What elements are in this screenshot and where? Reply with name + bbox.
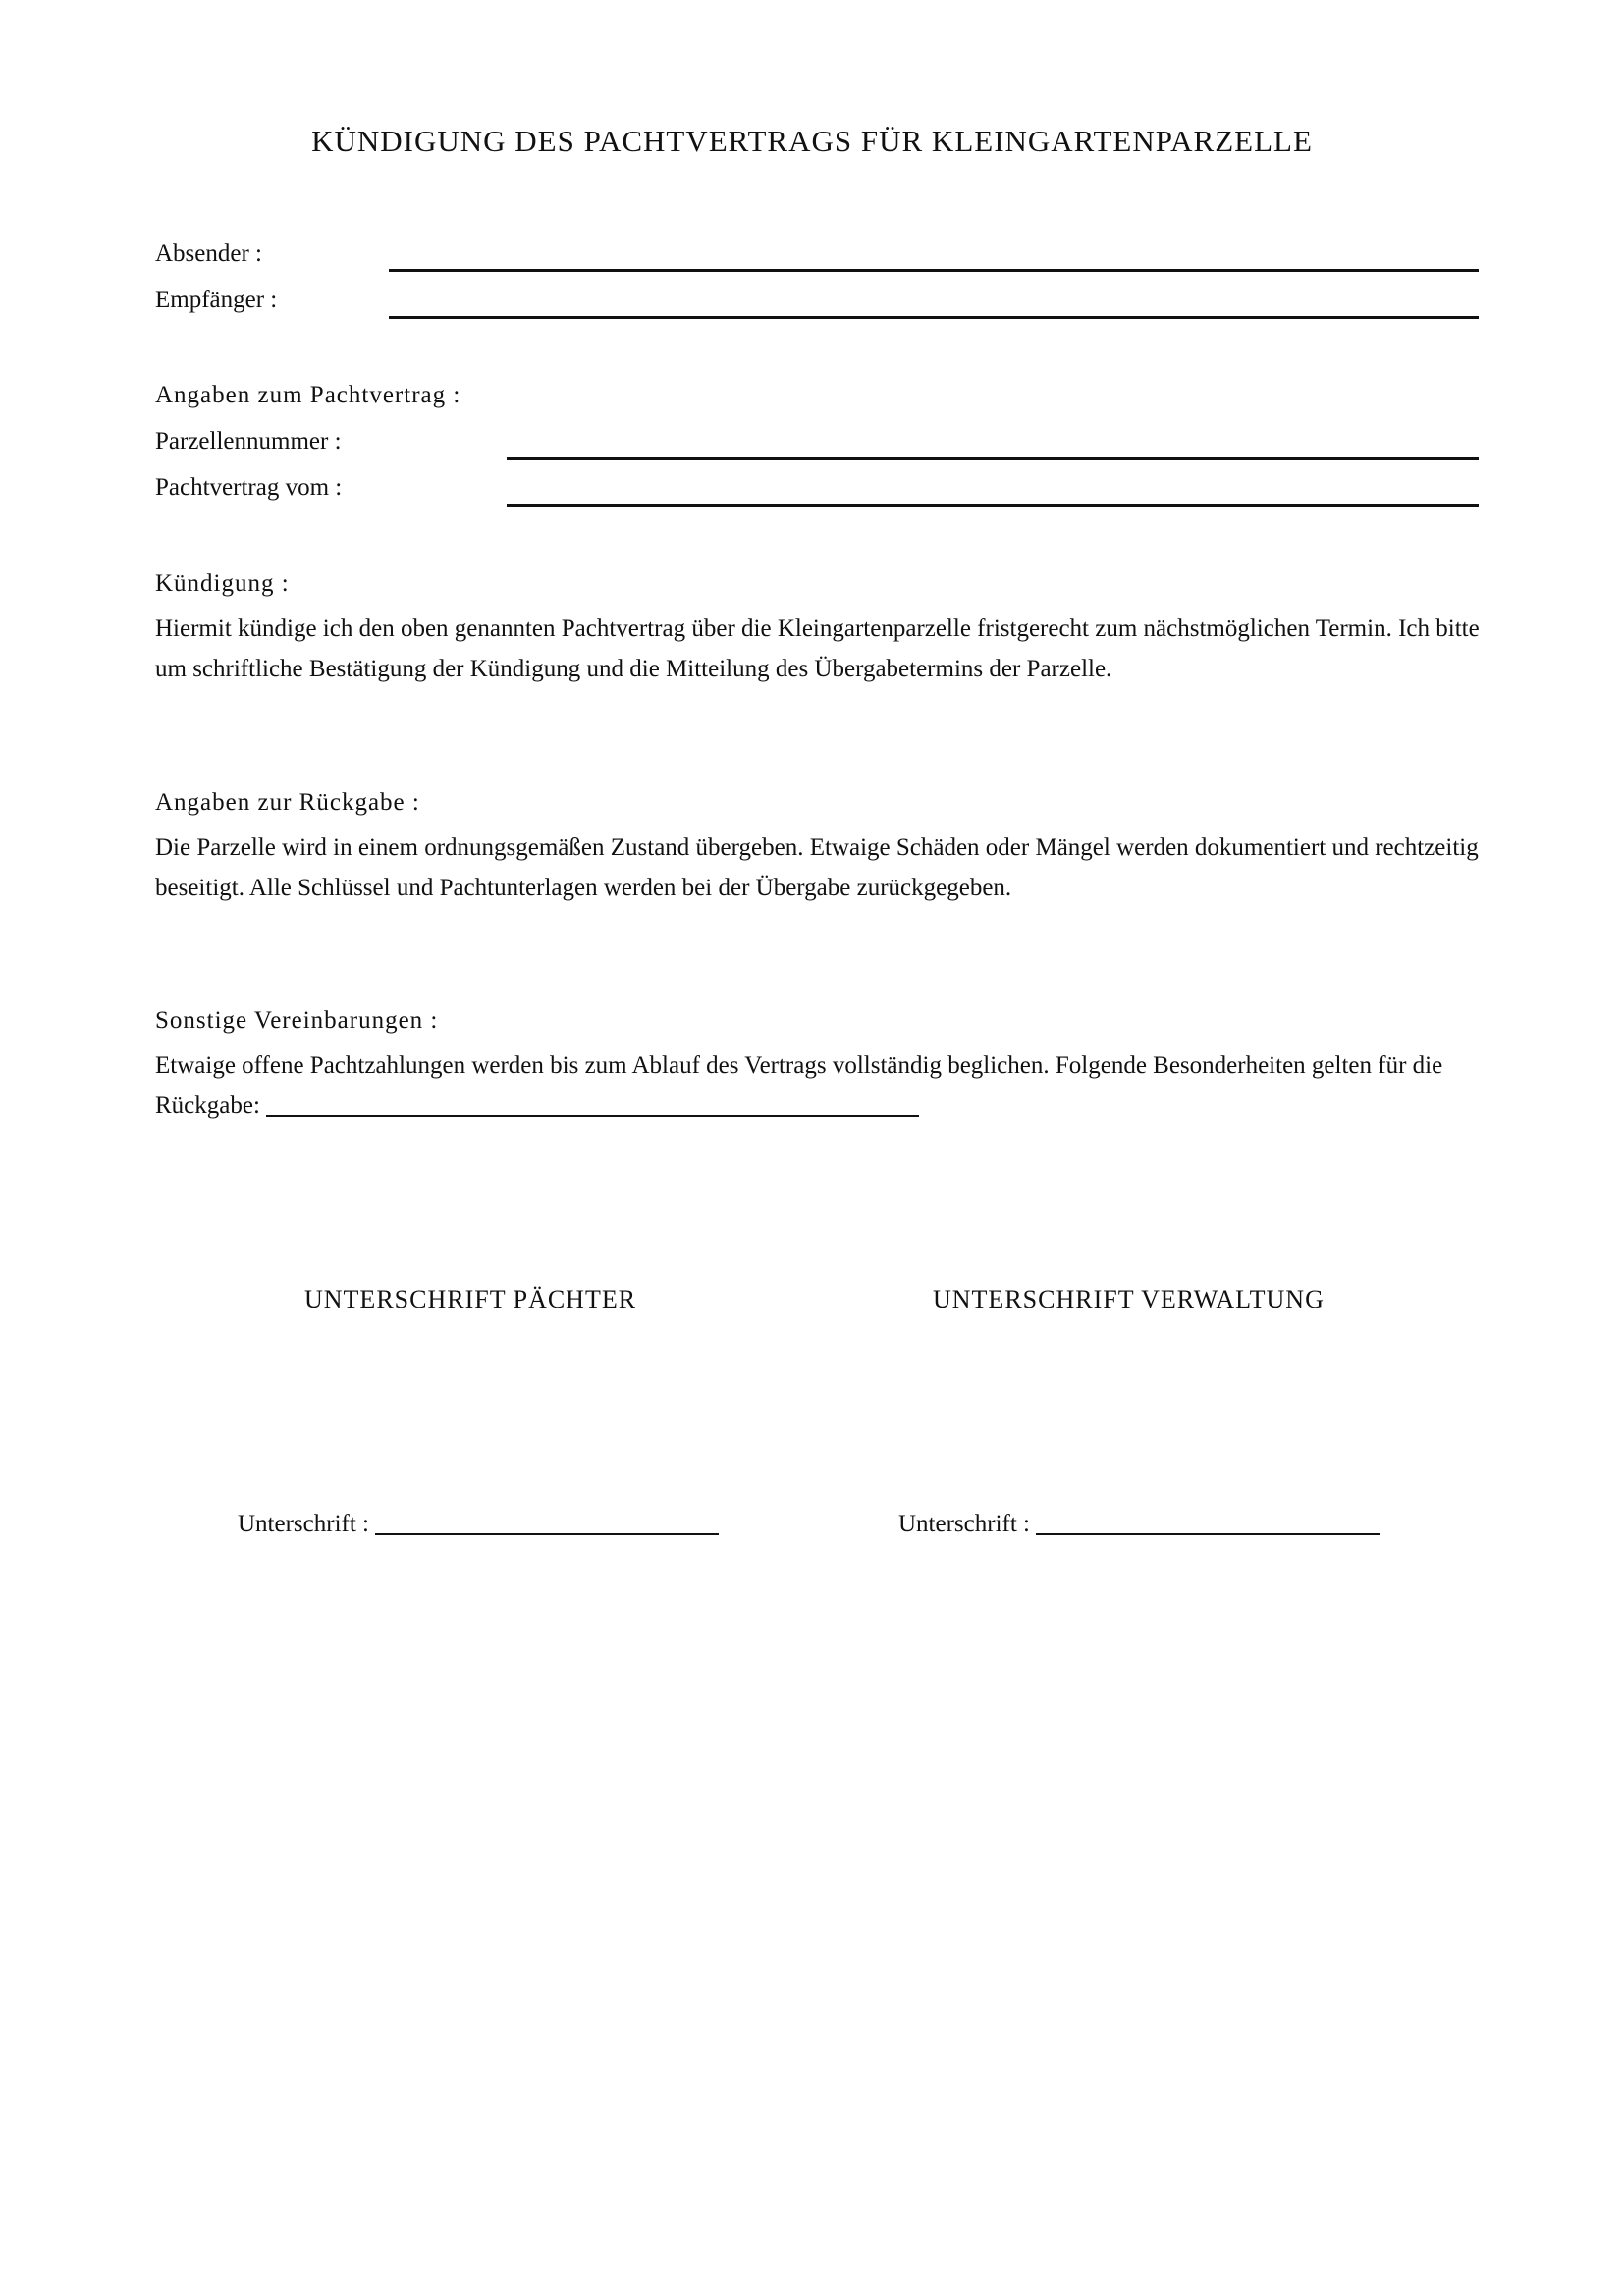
- recipient-label: Empfänger :: [155, 287, 278, 313]
- tenant-signature-heading: UNTERSCHRIFT PÄCHTER: [304, 1285, 637, 1313]
- admin-signature-heading: UNTERSCHRIFT VERWALTUNG: [933, 1285, 1325, 1313]
- contract-date-field[interactable]: [507, 504, 1479, 507]
- termination-paragraph: Hiermit kündige ich den oben genannten Pachtvertrag über die Kleingartenparzelle fristgerecht zum nächstmöglichen Termin. Ich bitte um schriftliche Bestätigung der Kündigung und die Mitteilung des Übergabetermins der Parzelle.: [155, 615, 1480, 682]
- plot-number-field[interactable]: [507, 457, 1479, 460]
- recipient-field[interactable]: [389, 316, 1479, 319]
- return-paragraph: Die Parzelle wird in einem ordnungsgemäßen Zustand übergeben. Etwaige Schäden oder Mängel werden dokumentiert und rechtzeitig beseitigt. Alle Schlüssel und Pachtunterlagen werden bei der Übergabe zurückgegeben.: [155, 834, 1479, 901]
- tenant-signature-label: Unterschrift :: [238, 1511, 369, 1537]
- sender-label: Absender :: [155, 240, 262, 267]
- admin-signature-line[interactable]: [1036, 1533, 1380, 1535]
- other-paragraph-text: Etwaige offene Pachtzahlungen werden bis zum Ablauf des Vertrags vollständig beglichen. Folgende Besonderheiten gelten für die Rückgabe:: [155, 1052, 1443, 1119]
- sender-field[interactable]: [389, 269, 1479, 272]
- other-heading: Sonstige Vereinbarungen :: [155, 1007, 439, 1034]
- termination-heading: Kündigung :: [155, 570, 290, 597]
- admin-signature-label: Unterschrift :: [898, 1511, 1030, 1537]
- other-paragraph: [155, 1045, 1500, 1126]
- admin-signature-row: [898, 1508, 1380, 1541]
- page-title: KÜNDIGUNG DES PACHTVERTRAGS FÜR KLEINGARTENPARZELLE: [311, 124, 1313, 158]
- special-conditions-blank[interactable]: [266, 1115, 919, 1117]
- contract-heading: Angaben zum Pachtvertrag :: [155, 382, 461, 408]
- plot-number-label: Parzellennummer :: [155, 428, 342, 454]
- return-heading: Angaben zur Rückgabe :: [155, 789, 420, 816]
- tenant-signature-row: [238, 1508, 719, 1541]
- tenant-signature-line[interactable]: [375, 1533, 719, 1535]
- contract-date-label: Pachtvertrag vom :: [155, 474, 343, 501]
